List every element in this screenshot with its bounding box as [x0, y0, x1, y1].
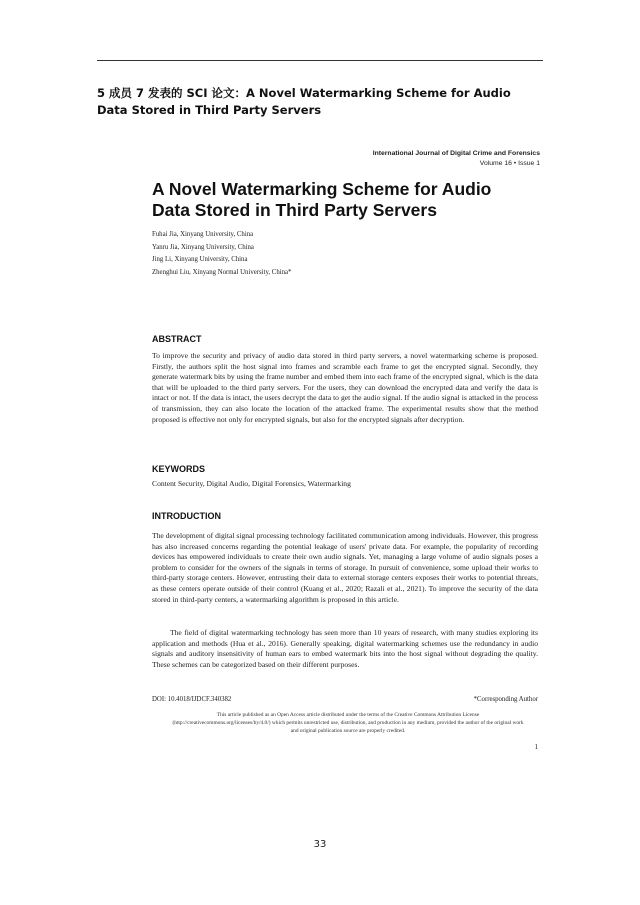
introduction-paragraph-2: The field of digital watermarking technology has seen more than 10 years of research, with many studies exploring its application and methods (Hua et al., 2016). Generally speaking, digital watermarking schemes use the redundancy in audio signals and auditory insensitivity of human ears to embed watermark bits into the host signal without degrading the quality. These schemes can be categorized based on their different purposes.: [152, 628, 538, 669]
introduction-paragraph-1: The development of digital signal processing technology facilitated communication among individuals. However, this progress has also increased concerns regarding the potential leakage of users' private data. For example, the popularity of recording devices has empowered individuals to create their own audio signals. Yet, managing a large volume of audio signals poses a problem to consider for the owners of the signals in terms of storage. In pursuit of convenience, some upload their works to third-party storage centers. However, entrusting their data to external storage centers exposes their works to potential threats, as these centers operate outside of their control (Kuang et al., 2020; Razali et al., 2021). To improve the security of the data stored in third-party centers, a watermarking algorithm is proposed in this article.: [152, 531, 538, 604]
author-list: [152, 229, 291, 279]
header-rule: [97, 60, 543, 61]
introduction-heading: INTRODUCTION: [152, 511, 221, 521]
abstract-text: To improve the security and privacy of audio data stored in third party servers, a novel watermarking scheme is proposed. Firstly, the authors split the host signal into frames and scramble each frame to get the encrypted signal. Secondly, they generate watermark bits by using the frame number and embed them into each frame of the encrypted signal, which is the data that will be uploaded to the third party servers. For the users, they can download the encrypted data and verify the data is intact or not. If the data is intact, the users decrypt the data to get the audio signal. If the audio signal is attacked in the process of transmission, they can also locate the location of the attacked frame. The experimental results show that the method proposed is effective not only for encrypted signals, but also for the encrypted signals after decryption.: [152, 351, 538, 424]
paper-title: A Novel Watermarking Scheme for Audio Data Stored in Third Party Servers: [152, 179, 492, 220]
keywords-text: Content Security, Digital Audio, Digital Forensics, Watermarking: [152, 479, 351, 488]
section-heading: 5 成员 7 发表的 SCI 论文：A Novel Watermarking Scheme for Audio Data Stored in Third Party Servers: [97, 86, 511, 117]
author-line: Zhenghui Liu, Xinyang Normal University, China*: [152, 268, 292, 276]
journal-volume: Volume 16 • Issue 1: [479, 160, 540, 167]
corresponding-author-note: *Corresponding Author: [473, 696, 538, 703]
keywords-heading: KEYWORDS: [152, 464, 206, 474]
author-line: Jing Li, Xinyang University, China: [152, 256, 248, 263]
journal-info: [373, 149, 540, 169]
license-note: This article published as an Open Access article distributed under the terms of the Creative Commons Attribution License (http://creativecommons.org/licenses/by/4.0/) which permits unrestricted use, distribution, and production in any medium, provided the author of the original work and original publication source are properly credited.: [172, 712, 524, 734]
doi: DOI: 10.4018/IJDCF.340382: [152, 696, 232, 703]
abstract-heading: ABSTRACT: [152, 334, 202, 344]
page-number: 33: [313, 839, 327, 850]
author-line: Fuhai Jia, Xinyang University, China: [152, 231, 254, 238]
scan-page-number: 1: [534, 743, 538, 751]
journal-name: International Journal of Digital Crime and Forensics: [372, 150, 540, 157]
author-line: Yanru Jia, Xinyang University, China: [152, 243, 254, 251]
paper-first-page-scan: [148, 145, 548, 755]
